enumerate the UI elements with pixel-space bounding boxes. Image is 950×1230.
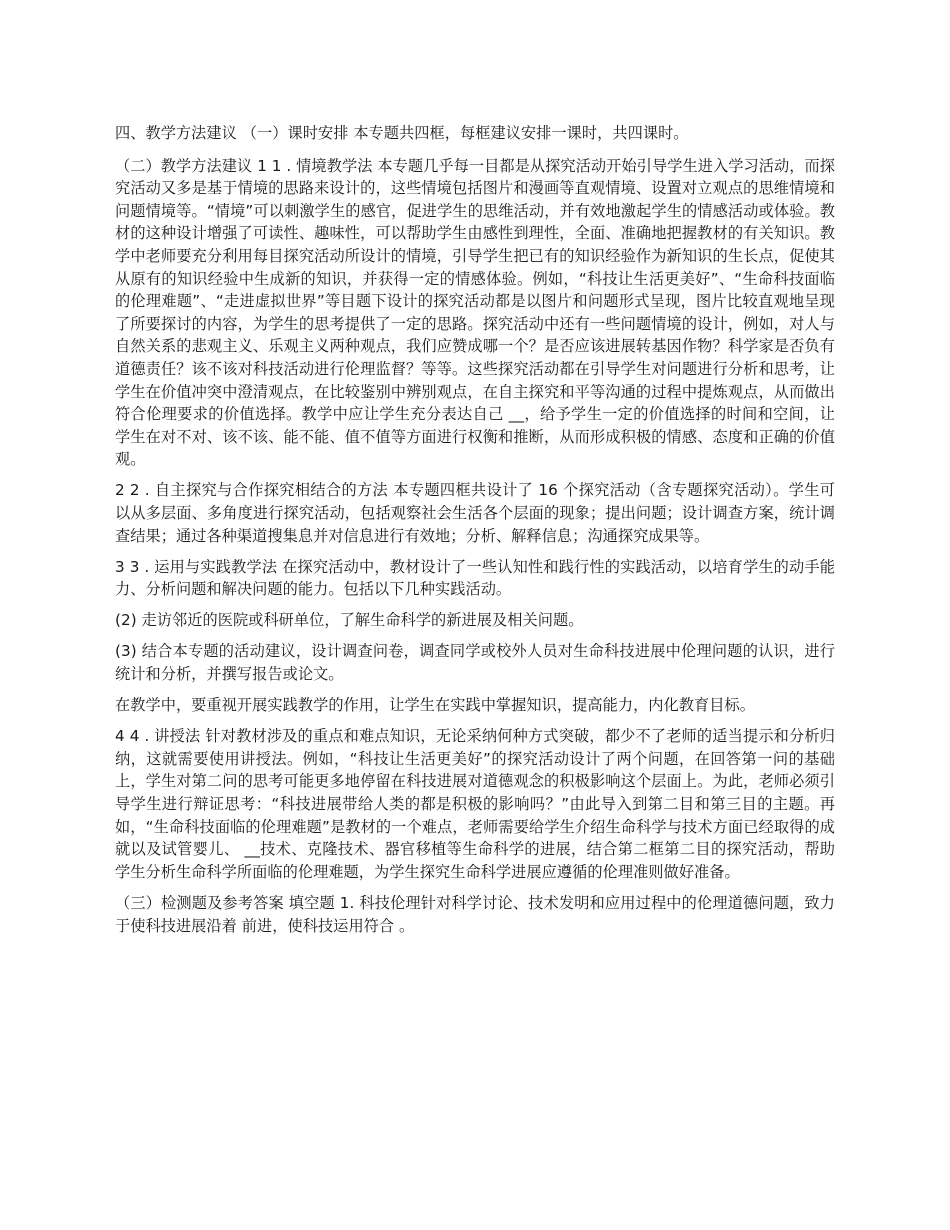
paragraph-inquiry-cooperation: 2 2 . 自主探究与合作探究相结合的方法 本专题四框共设计了 16 个探究活动（含专题探究活动）。学生可以从多层面、多角度进行探究活动，包括观察社会生活各个层面的现象；提出问题；设计调查方案，统计调查结果；通过各种渠道搜集息并对信息进行有效地；分析、解释信息；沟通探究成果等。 — [115, 481, 835, 545]
paragraph-practice-teaching: 3 3 . 运用与实践教学法 在探究活动中，教材设计了一些认知性和践行性的实践活动，以培育学生的动手能力、分析问题和解决问题的能力。包括以下几种实践活动。 — [115, 557, 835, 599]
paragraph-practice-item-3: (3) 结合本专题的活动建议，设计调查问卷，调查同学或校外人员对生命科技进展中伦理问题的认识，进行统计和分析，并撰写报告或论文。 — [115, 642, 835, 684]
section-heading-teaching-methods: 四、教学方法建议 （一）课时安排 本专题共四框，每框建议安排一课时，共四课时。 — [115, 124, 689, 142]
paragraph-test-questions: （三）检测题及参考答案 填空题 1. 科技伦理针对科学讨论、技术发明和应用过程中的伦理道德问题，致力于使科技进展沿着 前进，使科技运用符合 。 — [115, 893, 835, 935]
paragraph-lecture-method: 4 4 . 讲授法 针对教材涉及的重点和难点知识，无论采纳何种方式突破，都少不了老师的适当提示和分析归纳，这就需要使用讲授法。例如，“科技让生活更美好”的探究活动设计了两个问题，在回答第一问的基础上，学生对第二问的思考可能更多地停留在科技进展对道德观念的积极影响这个层面上。为此，老师必须引导学生进行辩证思考：“科技进展带给人类的都是积极的影响吗？”由此导入到第二目和第三目的主题。再如，“生命科技面临的伦理难题”是教材的一个难点，老师需要给学生介绍生命科学与技术方面已经取得的成就以及试管婴儿、 __技术、克隆技术、器官移植等生命科学的进展，结合第二框第二目的探究活动，帮助学生分析生命科学所面临的伦理难题，为学生探究生命科学进展应遵循的伦理准则做好准备。 — [115, 727, 835, 881]
paragraph-practice-item-2: (2) 走访邻近的医院或科研单位，了解生命科学的新进展及相关问题。 — [115, 611, 584, 630]
document-body — [115, 122, 835, 946]
paragraph-practice-summary: 在教学中，要重视开展实践教学的作用，让学生在实践中掌握知识，提高能力，内化教育目标。 — [115, 696, 755, 715]
paragraph-situational-teaching: （二）教学方法建议 1 1 . 情境教学法 本专题几乎每一目都是从探究活动开始引导学生进入学习活动，而探究活动又多是基于情境的思路来设计的，这些情境包括图片和漫画等直观情境、设置对立观点的思维情境和问题情境等。“情境”可以刺激学生的感官，促进学生的思维活动，并有效地激起学生的情感活动或体验。教材的这种设计增强了可读性、趣味性，可以帮助学生由感性到理性，全面、准确地把握教材的有关知识。教学中老师要充分利用每目探究活动所设计的情境，引导学生把已有的知识经验作为新知识的生长点，促使其从原有的知识经验中生成新的知识，并获得一定的情感体验。例如，“科技让生活更美好”、“生命科技面临的伦理难题”、“走进虚拟世界”等目题下设计的探究活动都是以图片和问题形式呈现，图片比较直观地呈现了所要探讨的内容，为学生的思考提供了一定的思路。探究活动中还有一些问题情境的设计，例如，对人与自然关系的悲观主义、乐观主义两种观点，我们应赞成哪一个？是否应该进展转基因作物？科学家是否负有道德责任？该不该对科技活动进行伦理监督？等等。这些探究活动都在引导学生对问题进行分析和思考，让学生在价值冲突中澄清观点，在比较鉴别中辨别观点，在自主探究和平等沟通的过程中提炼观点，从而做出符合伦理要求的价值选择。教学中应让学生充分表达自己 __，给予学生一定的价值选择的时间和空间，让学生在对不对、该不该、能不能、值不值等方面进行权衡和推断，从而形成积极的情感、态度和正确的价值观。 — [115, 156, 835, 469]
